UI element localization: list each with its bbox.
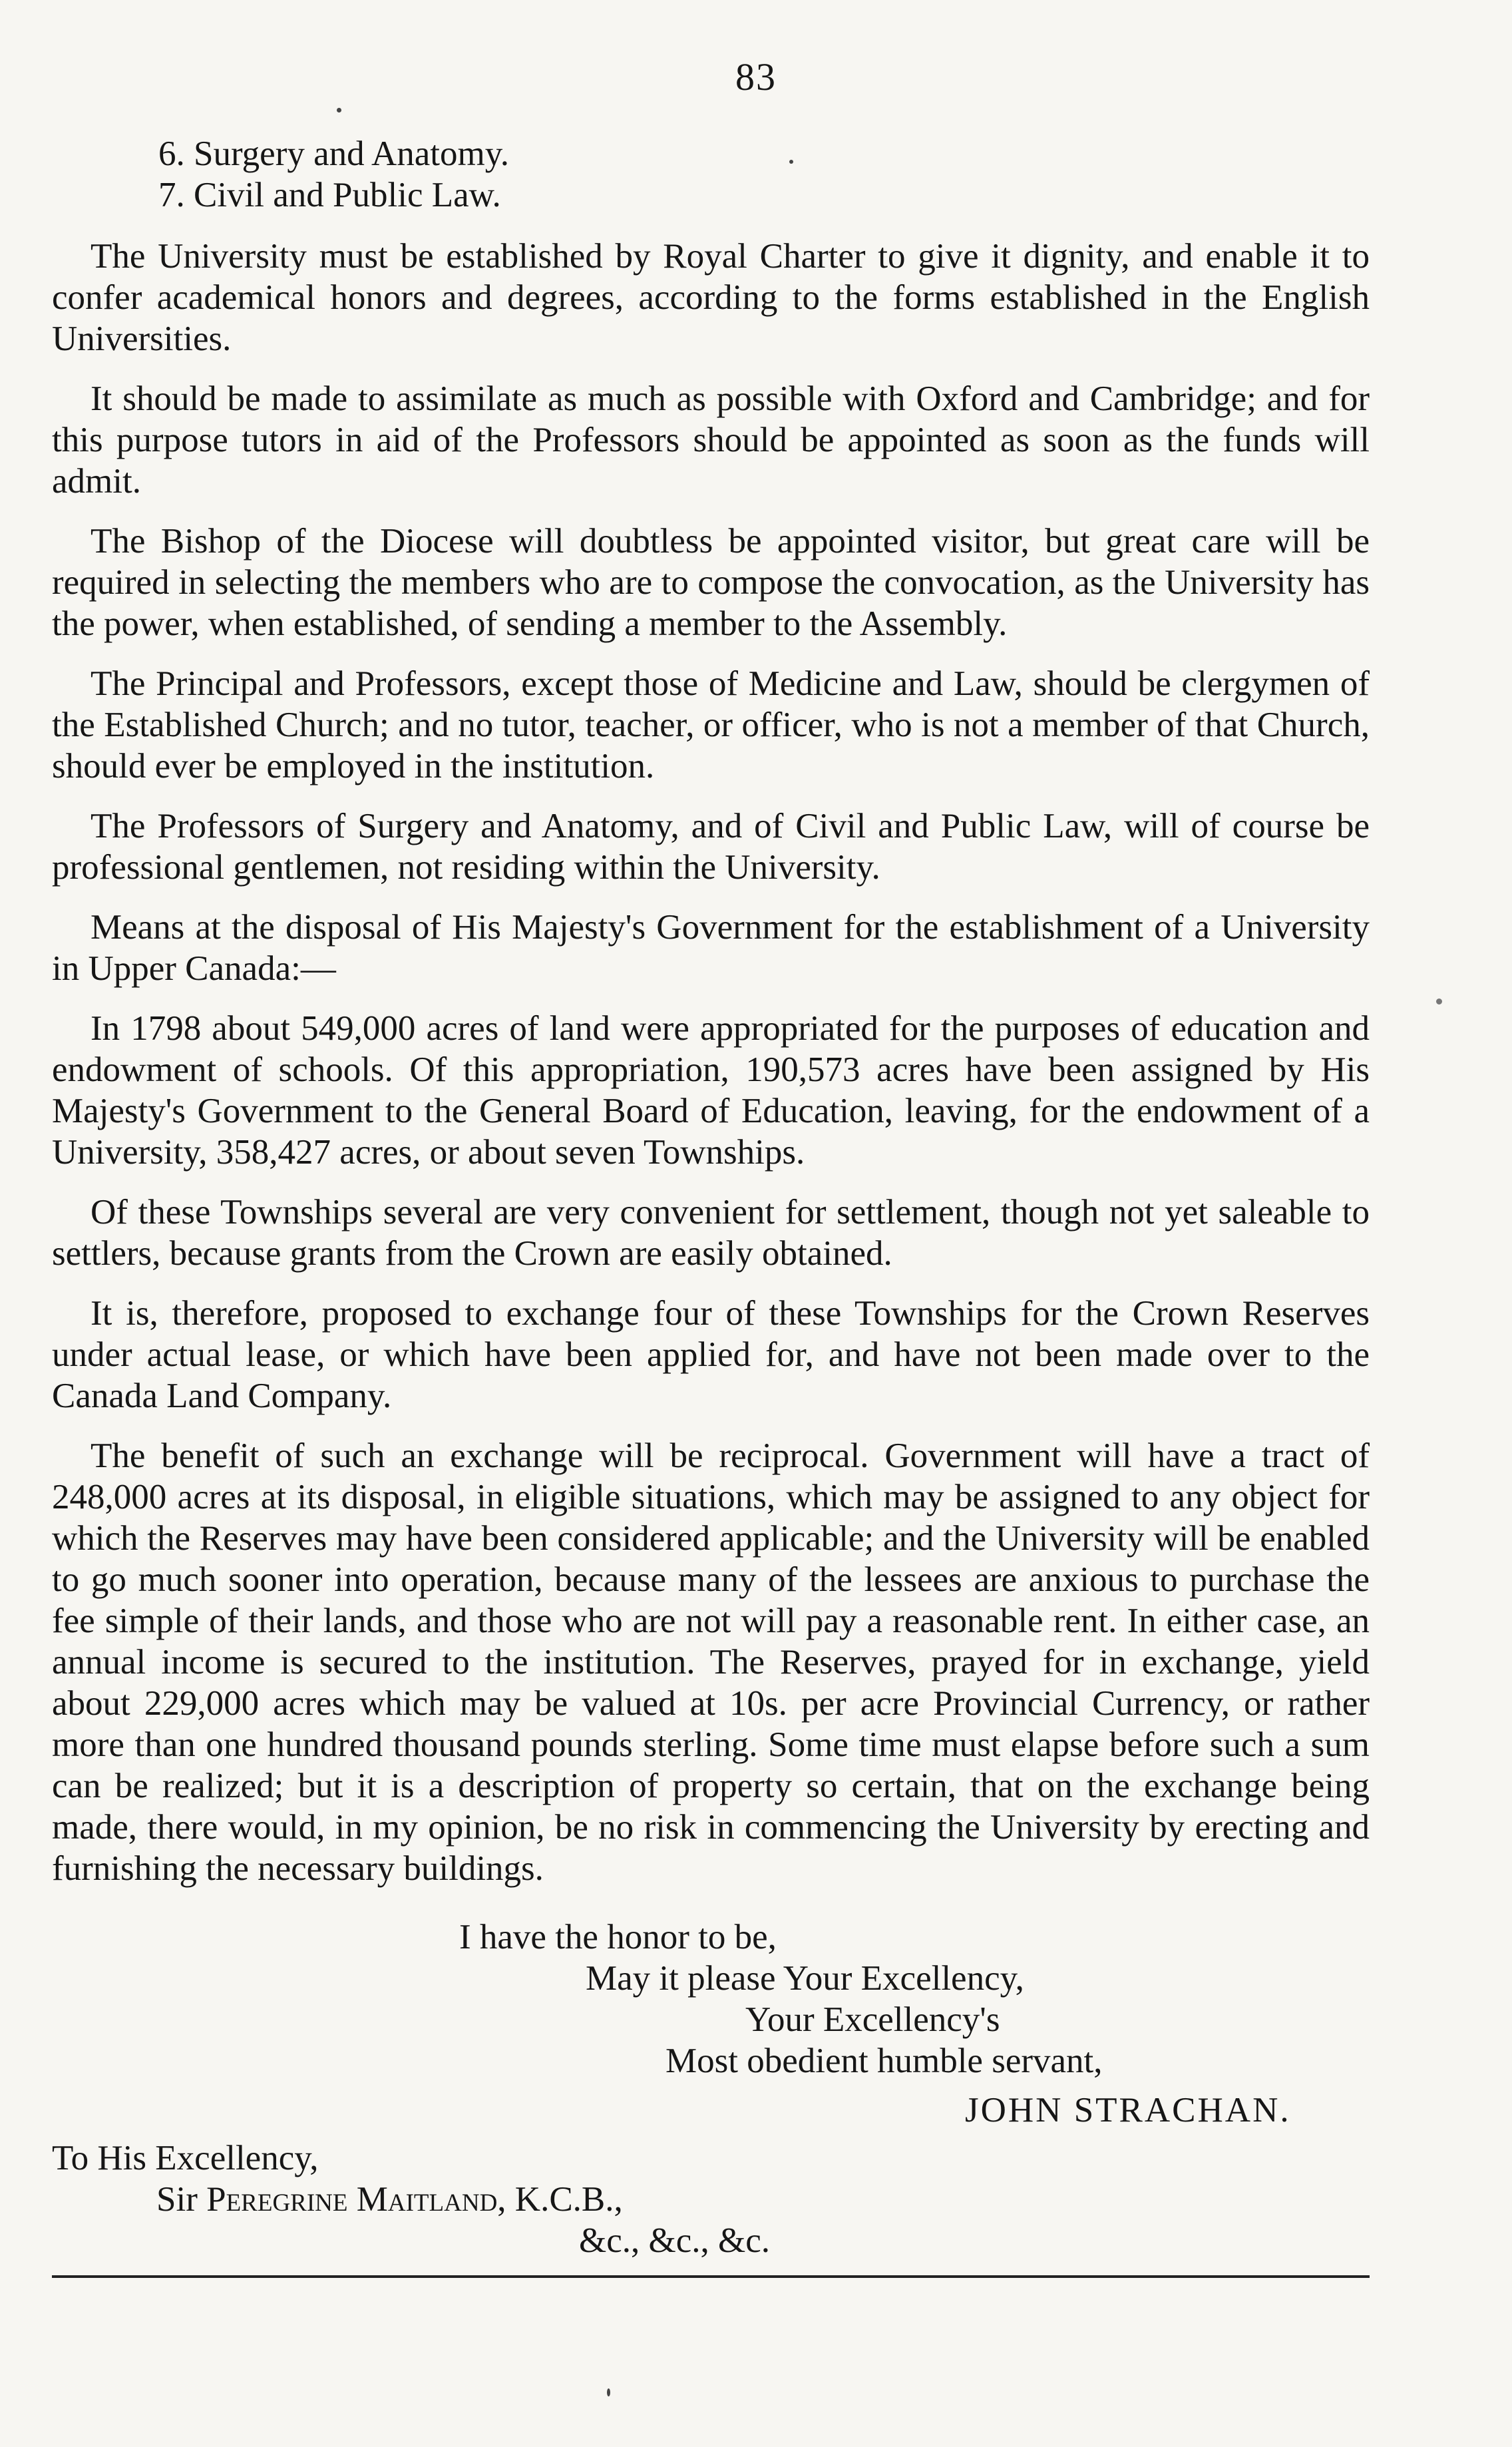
list-item: 7. Civil and Public Law. (158, 176, 501, 214)
paragraph-townships: Of these Townships several are very convenient for settlement, though not yet saleable to settlers, because grants from the Crown are easily obtained. (52, 1193, 1370, 1273)
letter-body (52, 133, 1370, 1908)
page-number: 83 (735, 55, 777, 99)
addressee-title: Sir (156, 2180, 198, 2219)
ink-speck (607, 2388, 610, 2396)
addressee (156, 2179, 623, 2219)
paragraph-exchange-benefit: The benefit of such an exchange will be reciprocal. Government will have a tract of 248,000 acres at its disposal, in eligible situations, which may be assigned to any object for which the Reserves may have been considered applicable; and the University will be enabled to go much sooner into operation, because many of the lessees are anxious to purchase the fee simple of their lands, and those who are not will pay a reasonable rent. In either case, an annual income is secured to the institution. The Reserves, prayed for in exchange, yield about 229,000 acres which may be valued at 10s. per acre Provincial Currency, or rather more than one hundred thousand pounds sterling. Some time must elapse before such a sum can be realized; but it is a description of property so certain, that on the exchange being made, there would, in my opinion, be no risk in commencing the University by erecting and furnishing the necessary buildings. (52, 1437, 1370, 1888)
paragraph-bishop-visitor: The Bishop of the Diocese will doubtless be appointed visitor, but great care will be required in selecting the members who are to compose the convocation, as the University has the power, when established, of sending a member to the Assembly. (52, 522, 1370, 643)
list-item: 6. Surgery and Anatomy. (158, 134, 509, 173)
addressee-name: Peregrine Maitland, (206, 2180, 506, 2219)
paragraph-principal-professors: The Principal and Professors, except those of Medicine and Law, should be clergymen of the Established Church; and no tutor, teacher, or officer, who is not a member of that Church, should ever be employed in the institution. (52, 664, 1370, 785)
signature: JOHN STRACHAN. (965, 2091, 1291, 2129)
closing-line: Your Excellency's (745, 2000, 1000, 2039)
closing-line: I have the honor to be, (459, 1918, 777, 1956)
address-line: To His Excellency, (52, 2139, 319, 2177)
ink-speck (1436, 999, 1442, 1004)
subject-list (52, 133, 1370, 216)
paragraph-oxford-cambridge: It should be made to assimilate as much as possible with Oxford and Cambridge; and for this purpose tutors in aid of the Professors should be appointed as soon as the funds will admit. (52, 379, 1370, 501)
paragraph-1798-lands: In 1798 about 549,000 acres of land were appropriated for the purposes of education and endowment of schools. Of this appropriation, 190,573 acres have been assigned by His Majesty's Government to the General Board of Education, leaving, for the endowment of a University, 358,427 acres, or about seven Townships. (52, 1009, 1370, 1172)
addressee-honours: K.C.B., (514, 2180, 623, 2219)
address-etc: &c., &c., &c. (579, 2221, 770, 2260)
ink-speck (337, 108, 341, 112)
paragraph-exchange-proposal: It is, therefore, proposed to exchange four of these Townships for the Crown Reserves under actual lease, or which have been applied for, and have not been made over to the Canada Land Company. (52, 1294, 1370, 1415)
paragraph-means-heading: Means at the disposal of His Majesty's Government for the establishment of a University in Upper Canada:— (52, 908, 1370, 988)
paragraph-royal-charter: The University must be established by Royal Charter to give it dignity, and enable it to confer academical honors and degrees, according to the forms established in the English Universities. (52, 237, 1370, 358)
closing-line: May it please Your Excellency, (586, 1959, 1024, 1998)
paragraph-professional-gentlemen: The Professors of Surgery and Anatomy, and of Civil and Public Law, will of course be professional gentlemen, not residing within the University. (52, 807, 1370, 887)
ink-speck (789, 160, 793, 164)
divider-rule (52, 2275, 1370, 2278)
closing-line: Most obedient humble servant, (665, 2042, 1103, 2080)
